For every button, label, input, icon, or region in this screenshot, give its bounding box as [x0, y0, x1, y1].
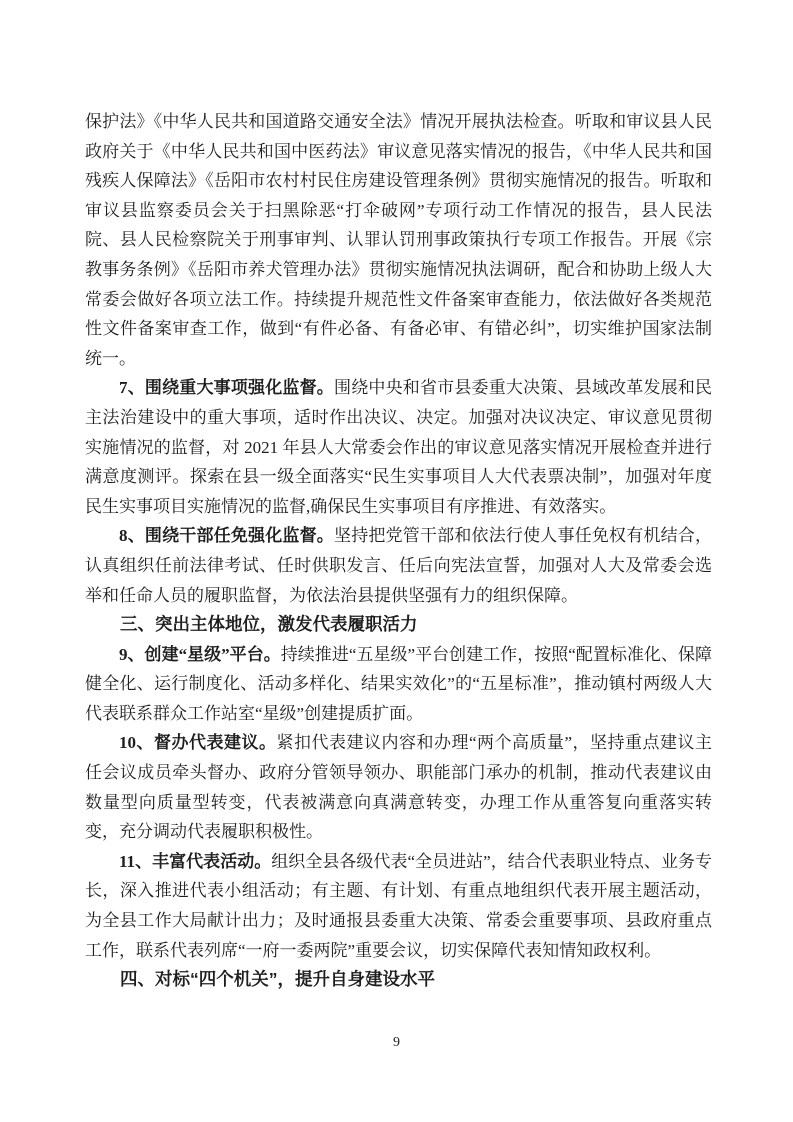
document-body [85, 107, 712, 995]
paragraph-item-7 [85, 373, 712, 521]
paragraph-continued [85, 107, 712, 373]
paragraph-item-10 [85, 728, 712, 846]
paragraph-lead: 11、丰富代表活动。 [119, 851, 272, 871]
paragraph-item-11 [85, 847, 712, 965]
section-heading-4: 四、对标“四个机关”，提升自身建设水平 [120, 969, 435, 990]
paragraph-lead: 9、创建“星级”平台。 [119, 644, 281, 664]
paragraph-text: 紧扣代表建议内容和办理“两个高质量”，坚持重点建议主任会议成员牵头督办、政府分管领导领办、职能部门承办的机制，推动代表建议由数量型向质量型转变，代表被满意向真满意转变，办理工作从重答复向重落实转变，充分调动代表履职积极性。 [85, 733, 713, 842]
paragraph-text: 坚持把党管干部和依法行使人事任免权有机结合，认真组织任前法律考试、任时供职发言、任后向宪法宣誓，加强对人大及常委会选举和任命人员的履职监督，为依法治县提供坚强有力的组织保障。 [85, 526, 713, 605]
paragraph-lead: 8、围绕干部任免强化监督。 [119, 526, 334, 546]
page-number: 9 [393, 1035, 400, 1050]
paragraph-item-8 [85, 521, 712, 610]
paragraph-text: 围绕中央和省市县委重大决策、县域改革发展和民主法治建设中的重大事项，适时作出决议、决定。加强对决议决定、审议意见贯彻实施情况的监督，对 2021 年县人大常委会作出的审议意见落实情况开展检查并进行满意度测评。探索在县一级全面落实“民生实事项目人大代表票决制”，加强对年度民生实事项目实施情况的监督,确保民生实事项目有序推进、有效落实。 [85, 378, 713, 516]
paragraph-lead: 7、围绕重大事项强化监督。 [119, 378, 334, 398]
paragraph-text: 保护法》《中华人民共和国道路交通安全法》情况开展执法检查。听取和审议县人民政府关于《中华人民共和国中医药法》审议意见落实情况的报告，《中华人民共和国残疾人保障法》《岳阳市农村村民住房建设管理条例》贯彻实施情况的报告。听取和审议县监察委员会关于扫黑除恶“打伞破网”专项行动工作情况的报告，县人民法院、县人民检察院关于刑事审判、认罪认罚刑事政策执行专项工作报告。开展《宗教事务条例》《岳阳市养犬管理办法》贯彻实施情况执法调研，配合和协助上级人大常委会做好各项立法工作。持续提升规范性文件备案审查能力，依法做好各类规范性文件备案审查工作，做到“有件必备、有备必审、有错必纠”，切实维护国家法制统一。 [85, 112, 712, 368]
paragraph-lead: 10、督办代表建议。 [119, 733, 277, 753]
paragraph-text: 持续推进“五星级”平台创建工作，按照“配置标准化、保障健全化、运行制度化、活动多样化、结果实效化”的“五星标准”，推动镇村两级人大代表联系群众工作站室“星级”创建提质扩面。 [85, 644, 713, 723]
paragraph-item-9 [85, 640, 712, 729]
paragraph-text: 组织全县各级代表“全员进站”，结合代表职业特点、业务专长，深入推进代表小组活动；有主题、有计划、有重点地组织代表开展主题活动，为全县工作大局献计出力；及时通报县委重大决策、常委会重要事项、县政府重点工作，联系代表列席“一府一委两院”重要会议，切实保障代表知情知政权利。 [85, 851, 712, 960]
section-heading-3: 三、突出主体地位，激发代表履职活力 [120, 614, 418, 635]
